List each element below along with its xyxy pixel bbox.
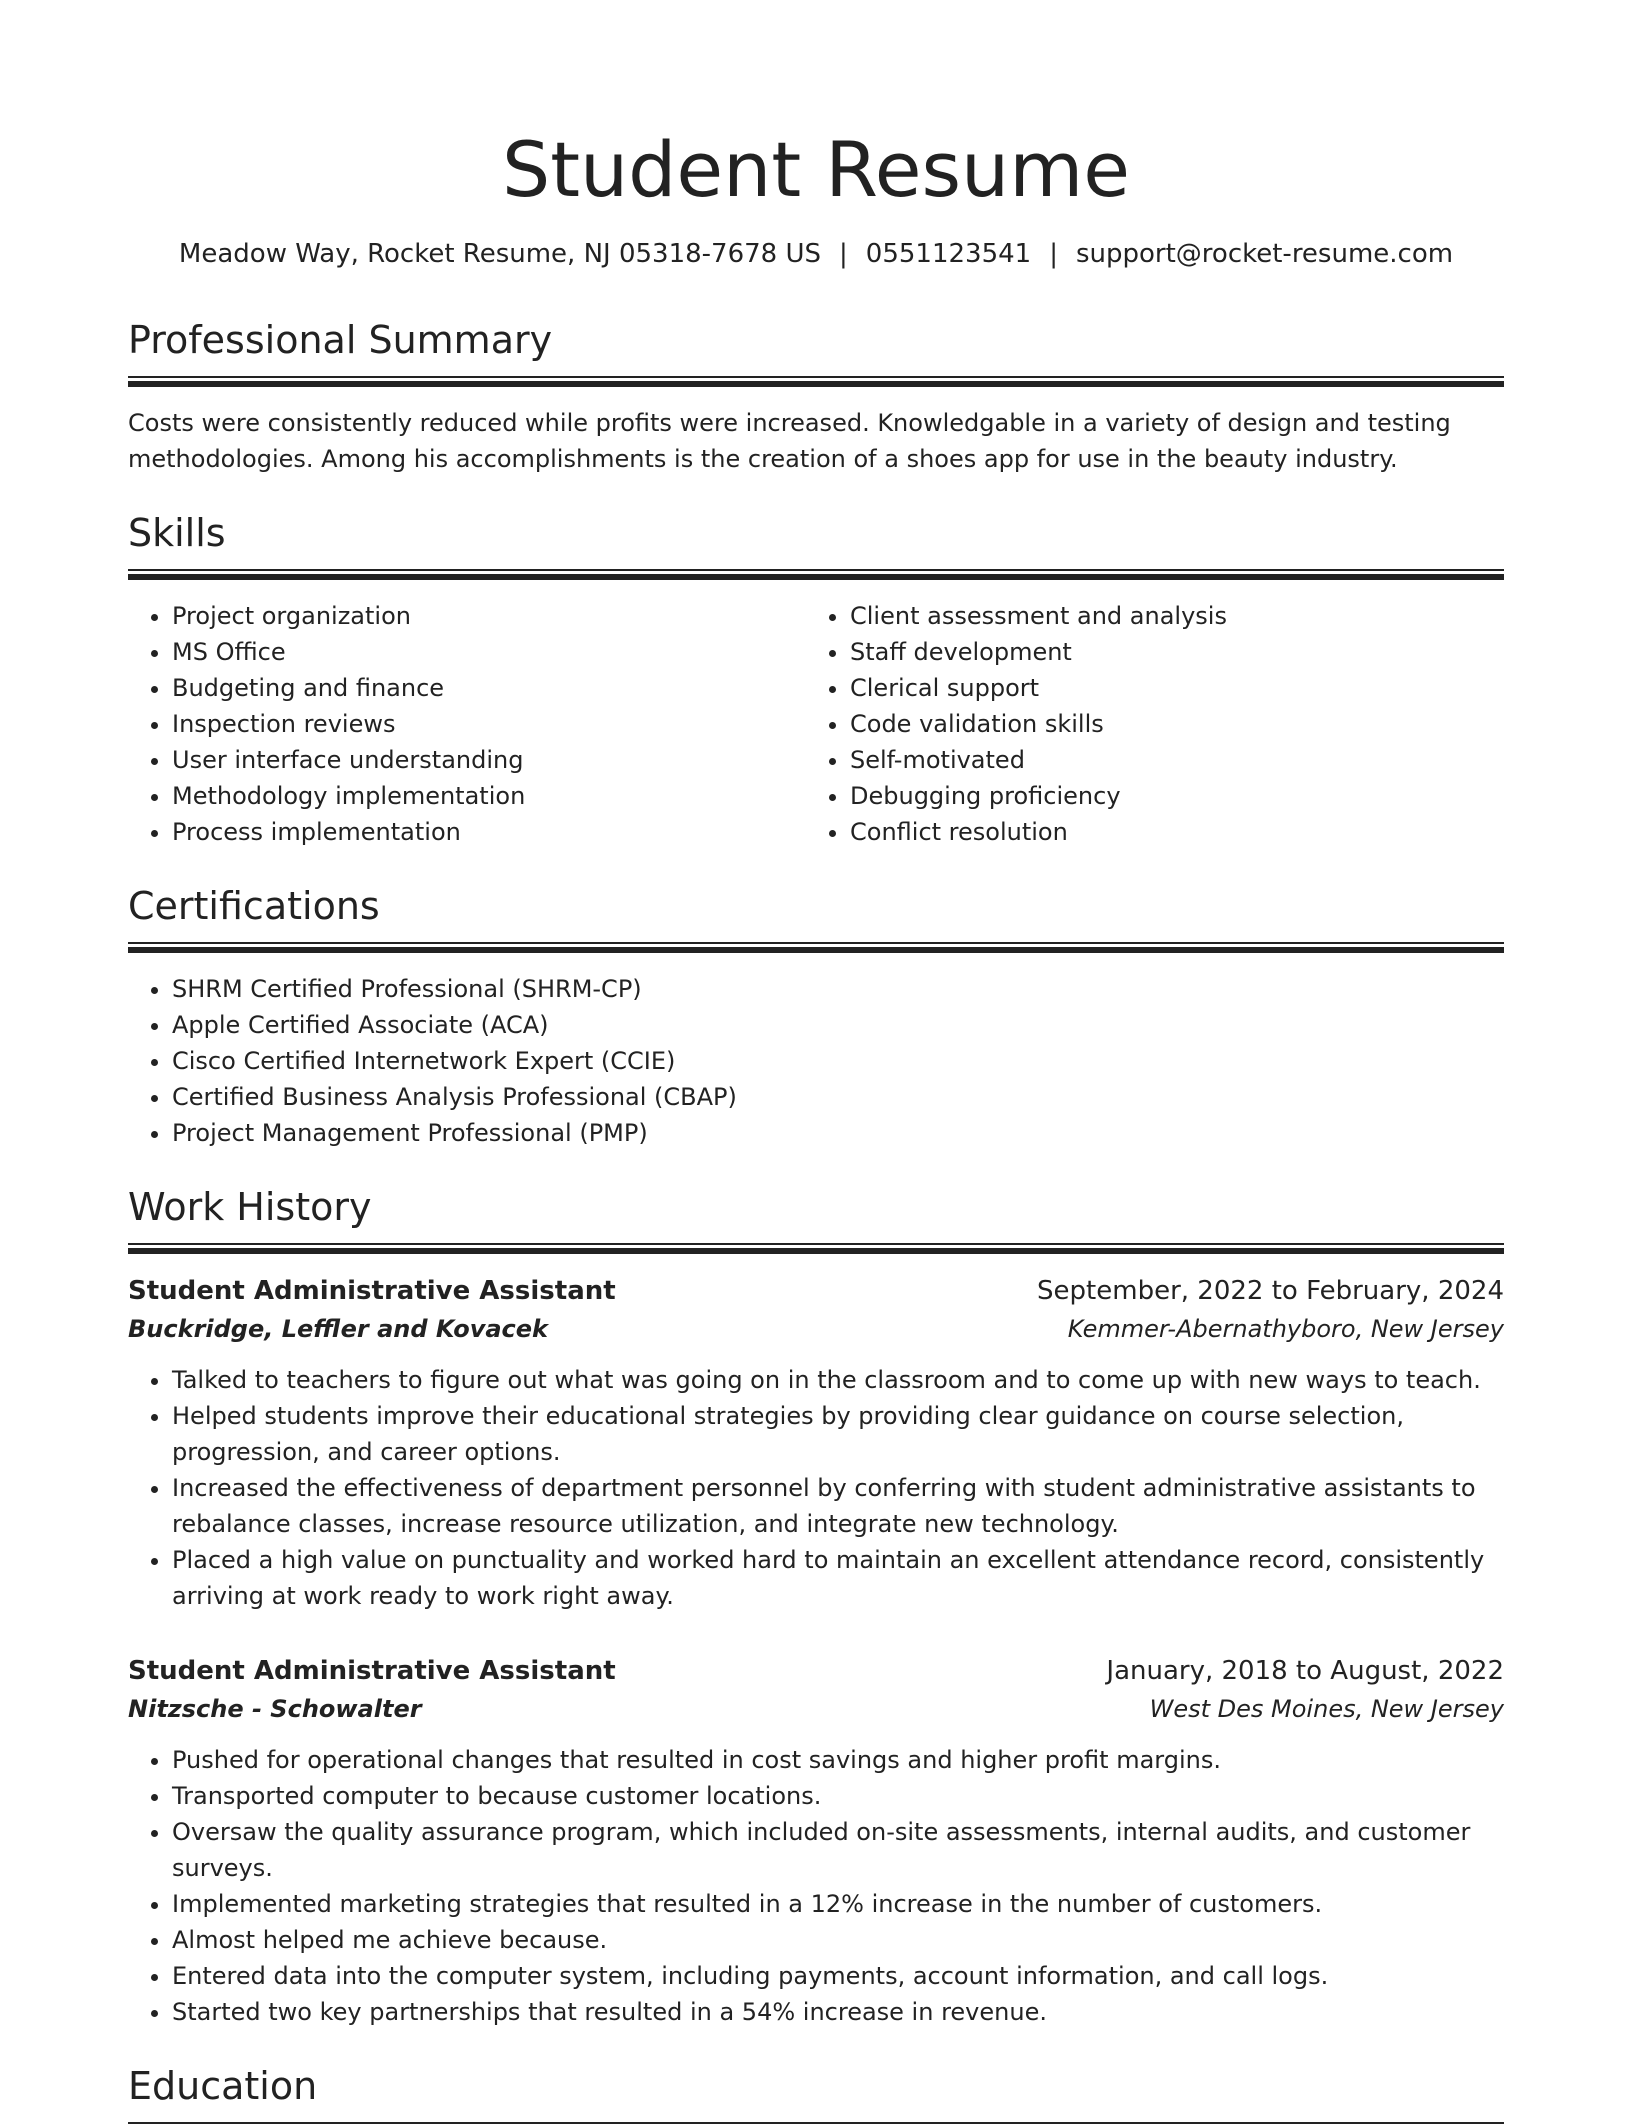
list-item: • User interface understanding	[172, 742, 806, 778]
section-divider	[128, 376, 1504, 387]
section-divider	[128, 569, 1504, 580]
list-item: • Methodology implementation	[172, 778, 806, 814]
list-item: • Debugging proficiency	[850, 778, 1484, 814]
list-item: • Apple Certified Associate (ACA)	[172, 1007, 1504, 1043]
list-item: • Pushed for operational changes that resulted in cost savings and higher profit margins.	[172, 1742, 1504, 1778]
summary-section	[128, 316, 1504, 477]
summary-heading: Professional Summary	[128, 318, 553, 362]
list-item: • Placed a high value on punctuality and worked hard to maintain an excellent attendance record, consistently arriving at work ready to work right away.	[172, 1542, 1504, 1614]
list-item: • Budgeting and finance	[172, 670, 806, 706]
skills-heading: Skills	[128, 511, 226, 555]
education-section	[128, 2062, 1504, 2124]
list-item: • Client assessment and analysis	[850, 598, 1484, 634]
list-item: • Project organization	[172, 598, 806, 634]
list-item: • Started two key partnerships that resulted in a 54% increase in revenue.	[172, 1994, 1504, 2030]
list-item: • Inspection reviews	[172, 706, 806, 742]
list-item: • Helped students improve their educational strategies by providing clear guidance on course selection, progression, and career options.	[172, 1398, 1504, 1470]
job-dates: January, 2018 to August, 2022	[1106, 1656, 1504, 1686]
certifications-list	[128, 971, 1504, 1151]
job-entry	[128, 1652, 1504, 2030]
certifications-heading: Certifications	[128, 884, 380, 928]
list-item: • Almost helped me achieve because.	[172, 1922, 1504, 1958]
job-subheader	[128, 1690, 1504, 1728]
list-item: • Project Management Professional (PMP)	[172, 1115, 1504, 1151]
list-item: • Talked to teachers to figure out what was going on in the classroom and to come up with new ways to teach.	[172, 1362, 1504, 1398]
job-subheader	[128, 1310, 1504, 1348]
contact-address: Meadow Way, Rocket Resume, NJ 05318-7678 US	[178, 239, 822, 269]
job-dates: September, 2022 to February, 2024	[1037, 1276, 1504, 1306]
job-bullets	[128, 1742, 1504, 2030]
resume-title: Student Resume	[501, 125, 1131, 214]
job-location: Kemmer-Abernathyboro, New Jersey	[1067, 1315, 1504, 1343]
skills-left-list	[128, 598, 806, 850]
job-bullets	[128, 1362, 1504, 1614]
list-item: • Conflict resolution	[850, 814, 1484, 850]
skills-columns	[128, 598, 1504, 850]
list-item: • MS Office	[172, 634, 806, 670]
skills-left-column	[128, 598, 806, 850]
list-item: • Clerical support	[850, 670, 1484, 706]
job-header	[128, 1272, 1504, 1310]
contact-separator: |	[1049, 239, 1058, 269]
list-item: • Self-motivated	[850, 742, 1484, 778]
skills-right-column	[806, 598, 1484, 850]
job-company: Buckridge, Leffler and Kovacek	[128, 1315, 548, 1343]
work-history-section	[128, 1183, 1504, 2030]
section-divider	[128, 942, 1504, 953]
section-divider	[128, 1243, 1504, 1254]
job-title: Student Administrative Assistant	[128, 1276, 616, 1306]
list-item: • Certified Business Analysis Professional (CBAP)	[172, 1079, 1504, 1115]
job-entry	[128, 1272, 1504, 1614]
contact-phone: 0551123541	[865, 239, 1032, 269]
list-item: • Process implementation	[172, 814, 806, 850]
list-item: • Implemented marketing strategies that resulted in a 12% increase in the number of customers.	[172, 1886, 1504, 1922]
education-heading: Education	[128, 2064, 318, 2108]
contact-line	[128, 236, 1504, 272]
job-title: Student Administrative Assistant	[128, 1656, 616, 1686]
job-company: Nitzsche - Schowalter	[128, 1695, 422, 1723]
list-item: • Cisco Certified Internetwork Expert (CCIE)	[172, 1043, 1504, 1079]
contact-separator: |	[839, 239, 848, 269]
list-item: • Entered data into the computer system, including payments, account information, and call logs.	[172, 1958, 1504, 1994]
skills-section	[128, 509, 1504, 850]
resume-page	[128, 0, 1504, 2124]
list-item: • Increased the effectiveness of department personnel by conferring with student administrative assistants to rebalance classes, increase resource utilization, and integrate new technology.	[172, 1470, 1504, 1542]
contact-email: support@rocket-resume.com	[1075, 239, 1454, 269]
skills-right-list	[806, 598, 1484, 850]
list-item: • Oversaw the quality assurance program, which included on-site assessments, internal audits, and customer surveys.	[172, 1814, 1504, 1886]
certifications-section	[128, 882, 1504, 1151]
list-item: • SHRM Certified Professional (SHRM-CP)	[172, 971, 1504, 1007]
job-header	[128, 1652, 1504, 1690]
list-item: • Staff development	[850, 634, 1484, 670]
summary-text: Costs were consistently reduced while profits were increased. Knowledgable in a variety of design and testing methodologies. Among his accomplishments is the creation of a shoes app for use in the beauty industry.	[128, 409, 1451, 473]
list-item: • Code validation skills	[850, 706, 1484, 742]
work-history-heading: Work History	[128, 1185, 372, 1229]
list-item: • Transported computer to because customer locations.	[172, 1778, 1504, 1814]
job-location: West Des Moines, New Jersey	[1149, 1695, 1504, 1723]
